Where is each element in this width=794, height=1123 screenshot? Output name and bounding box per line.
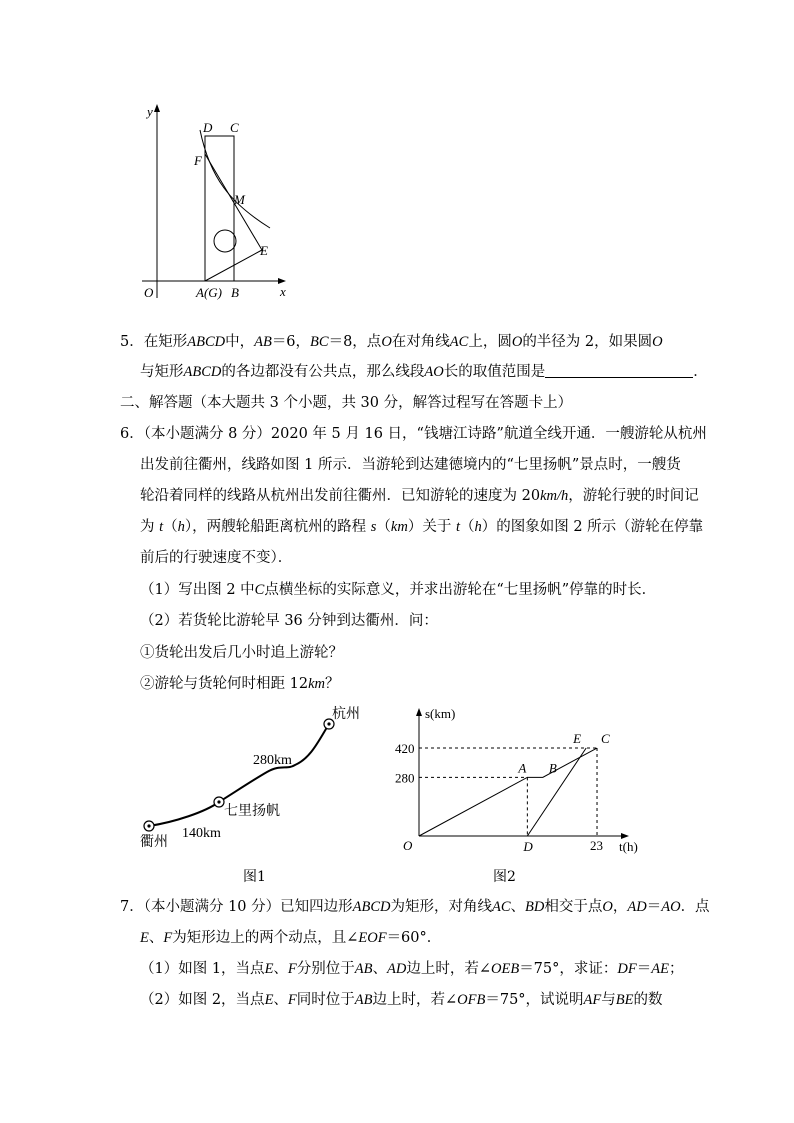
point-label-b: B [548,760,557,776]
tick-23: 23 [590,838,604,853]
s-axis-label: s(km) [425,706,456,721]
label-280km: 280km [253,753,292,768]
q5-line1: 5．在矩形ABCD中，AB＝6，BC＝8，点O在对角线AC上，圆O的半径为 2，如果圆O [120,334,663,350]
label-qilibf: 七里扬帆 [224,804,280,819]
label-140km: 140km [182,826,221,841]
q6-part2-1: ①货轮出发后几小时追上游轮？ [140,645,343,661]
label-hangzhou: 杭州 [332,707,360,722]
q6-part1: （1）写出图 2 中C点横坐标的实际意义，并求出游轮在“七里扬帆”停靠的时长． [140,582,657,598]
q7-line2: E、F为矩形边上的两个动点，且∠EOF＝60°． [140,930,442,946]
label-ag: A(G) [196,285,222,300]
series-line-0 [419,748,597,836]
q6-line1: 6．（本小题满分 8 分）2020 年 5 月 16 日，“钱塘江诗路”航道全线开通．一艘游轮从杭州 [120,426,707,442]
point-label-d: D [523,839,533,854]
q7-part2: （2）如图 2，当点E、F同时位于AB边上时，若∠OFB＝75°，试说明AF与BE的数 [140,992,663,1008]
label-c: C [230,120,239,135]
label-d: D [203,120,213,135]
point-label-a: A [518,760,527,776]
label-e: E [260,243,268,258]
q6-line2: 出发前往衢州，线路如图 1 所示．当游轮到达建德境内的“七里扬帆”景点时，一艘货 [140,457,681,473]
point-label-c: C [601,731,610,747]
figure-1-caption: 图1 [243,869,266,885]
label-m: M [234,192,245,207]
point-label-e: E [573,731,582,747]
q5-line2: 与矩形ABCD的各边都没有公共点，那么线段AO长的取值范围是 ． [140,364,708,380]
q6-part2: （2）若货轮比游轮早 36 分钟到达衢州．问： [140,613,438,629]
label-f: F [194,153,202,168]
t-axis-label: t(h) [619,839,638,854]
q6-part2-2: ②游轮与货轮何时相距 12km？ [140,676,340,692]
top-geometry-figure [130,98,300,308]
figure-2-st-graph [395,700,645,860]
q7-line1: 7．（本小题满分 10 分）已知四边形ABCD为矩形，对角线AC、BD相交于点O，AD＝AO．点 [120,899,710,915]
label-x: x [280,284,286,299]
label-b: B [231,285,239,300]
q6-line3: 轮沿着同样的线路从杭州出发前往衢州．已知游轮的速度为 20km/h，游轮行驶的时间记 [140,488,699,504]
q6-line5: 前后的行驶速度不变）． [140,550,293,566]
rectangle-abcd [205,136,234,281]
section-2-heading: 二、解答题（本大题共 3 个小题，共 30 分，解答过程写在答题卡上） [120,395,573,411]
quzhou-marker [144,821,154,831]
q7-part1: （1）如图 1，当点E、F分别位于AB、AD边上时，若∠OEB＝75°，求证：DF＝AE； [140,961,684,977]
label-quzhou: 衢州 [140,835,168,850]
label-o: O [144,285,154,300]
hyperbola-curve [200,130,270,228]
label-y: y [147,104,153,119]
origin-label: O [403,838,413,853]
tick-420: 420 [395,741,415,757]
figure-1-route-map [135,700,375,860]
answer-blank[interactable] [545,363,693,378]
qilibf-marker [214,797,224,807]
circle-o [214,230,236,252]
figure-2-caption: 图2 [493,869,516,885]
q6-line4: 为 t（h），两艘轮船距离杭州的路程 s（km）关于 t（h）的图象如图 2 所示（游轮在停靠 [140,519,704,535]
tick-280: 280 [395,770,415,786]
